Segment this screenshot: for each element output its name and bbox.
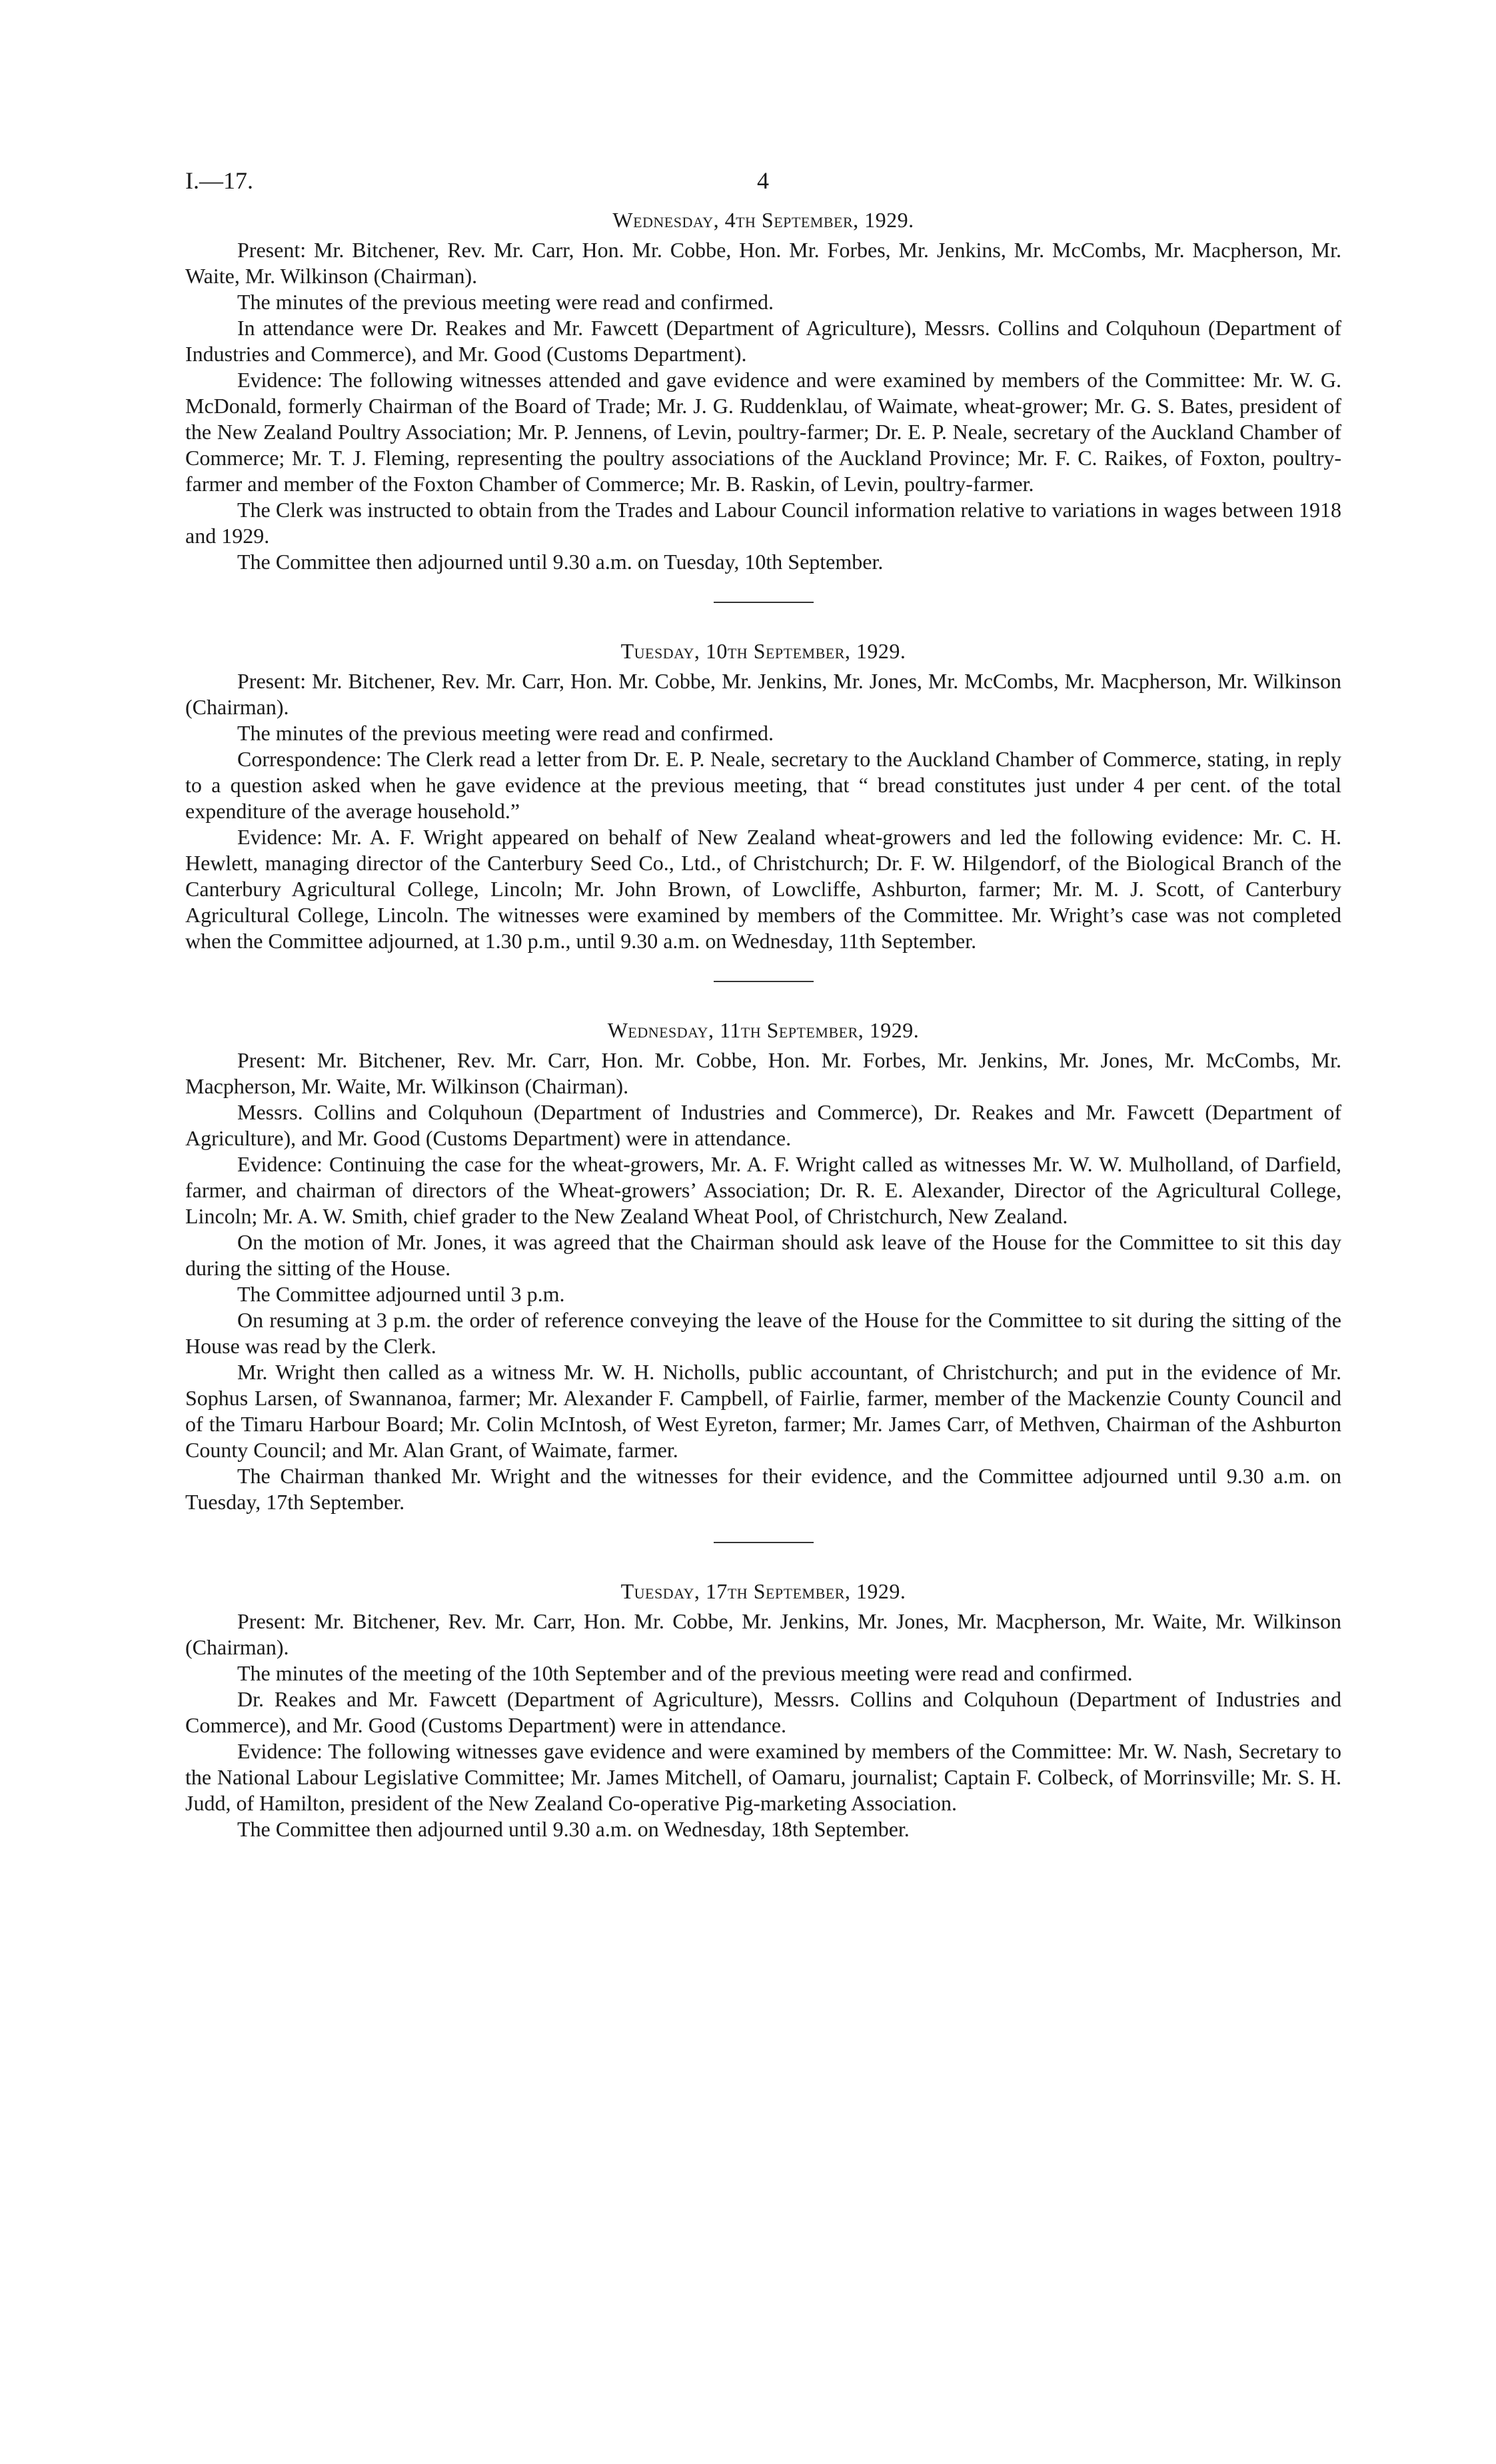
paragraph-evidence: Evidence: The following witnesses gave evidence and were examined by members of the Committee: Mr. W. Nash, Secretary to the National Labour Legislative Committee; Mr. James Mitchell, of Oamaru, journalist; Captain F. Colbeck, of Morrinsville; Mr. S. H. Judd, of Hamilton, president of the New Zealand Co-operative Pig-marketing Association. (185, 1739, 1341, 1815)
document-reference: I.—17. (185, 167, 253, 194)
paragraph-evidence: Evidence: Mr. A. F. Wright appeared on behalf of New Zealand wheat-growers and led the following evidence: Mr. C. H. Hewlett, managing director of the Canterbury Seed Co., Ltd., of Christchurch; Dr. F. W. Hilgendorf, of the Biological Branch of the Canterbury Agricultural College, Lincoln; Mr. John Brown, of Lowcliffe, Ashburton, farmer; Mr. M. J. Scott, of Canterbury Agricultural College, Lincoln. The witnesses were examined by members of the Committee. Mr. Wright’s case was not completed when the Committee adjourned, at 1.30 p.m., until 9.30 a.m. on Wednesday, 11th September. (185, 825, 1341, 953)
paragraph-present: Present: Mr. Bitchener, Rev. Mr. Carr, Hon. Mr. Cobbe, Mr. Jenkins, Mr. Jones, Mr. Macpherson, Mr. Waite, Mr. Wilkinson (Chairman). (185, 1609, 1341, 1659)
section-divider (714, 602, 814, 603)
paragraph-attendance: In attendance were Dr. Reakes and Mr. Fawcett (Department of Agriculture), Messrs. Collins and Colquhoun (Department of Industries and Commerce), and Mr. Good (Customs Department). (185, 316, 1341, 366)
paragraph-present: Present: Mr. Bitchener, Rev. Mr. Carr, Hon. Mr. Cobbe, Mr. Jenkins, Mr. Jones, Mr. McCombs, Mr. Macpherson, Mr. Wilkinson (Chairman). (185, 669, 1341, 719)
paragraph-resuming: On resuming at 3 p.m. the order of reference conveying the leave of the House for the Committee to sit during the sitting of the House was read by the Clerk. (185, 1308, 1341, 1358)
paragraph-thanks: The Chairman thanked Mr. Wright and the witnesses for their evidence, and the Committee adjourned until 9.30 a.m. on Tuesday, 17th September. (185, 1464, 1341, 1514)
paragraph-correspondence: Correspondence: The Clerk read a letter from Dr. E. P. Neale, secretary to the Auckland Chamber of Commerce, stating, in reply to a question asked when he gave evidence at the previous meeting, that “ bread constitutes just under 4 per cent. of the total expenditure of the average household.” (185, 747, 1341, 823)
minutes-section-3 (185, 1017, 1341, 1515)
paragraph-clerk: The Clerk was instructed to obtain from the Trades and Labour Council information relative to variations in wages between 1918 and 1929. (185, 498, 1341, 548)
paragraph-attendance: Messrs. Collins and Colquhoun (Department of Industries and Commerce), Dr. Reakes and Mr. Fawcett (Department of Agriculture), and Mr. Good (Customs Department) were in attendance. (185, 1100, 1341, 1150)
meeting-date: Wednesday, 4th September, 1929. (612, 208, 914, 232)
paragraph-adjourned: The Committee then adjourned until 9.30 a.m. on Wednesday, 18th September. (237, 1817, 910, 1841)
page-number: 4 (757, 167, 769, 194)
paragraph-evidence: Evidence: The following witnesses attended and gave evidence and were examined by members of the Committee: Mr. W. G. McDonald, formerly Chairman of the Board of Trade; Mr. J. G. Ruddenklau, of Waimate, wheat-grower; Mr. G. S. Bates, president of the New Zealand Poultry Association; Mr. P. Jennens, of Levin, poultry-farmer; Dr. E. P. Neale, secretary of the Auckland Chamber of Commerce; Mr. T. J. Fleming, representing the poultry associations of the Auckland Province; Mr. F. C. Raikes, of Foxton, poultry-farmer and member of the Foxton Chamber of Commerce; Mr. B. Raskin, of Levin, poultry-farmer. (185, 368, 1341, 496)
paragraph-minutes: The minutes of the meeting of the 10th September and of the previous meeting were read and confirmed. (237, 1661, 1133, 1685)
meeting-date: Tuesday, 10th September, 1929. (620, 639, 906, 663)
paragraph-minutes: The minutes of the previous meeting were read and confirmed. (237, 721, 774, 745)
minutes-section-1 (185, 207, 1341, 575)
paragraph-adjourned: The Committee adjourned until 3 p.m. (237, 1282, 565, 1306)
paragraph-present: Present: Mr. Bitchener, Rev. Mr. Carr, Hon. Mr. Cobbe, Hon. Mr. Forbes, Mr. Jenkins, Mr. McCombs, Mr. Macpherson, Mr. Waite, Mr. Wilkinson (Chairman). (185, 238, 1341, 288)
paragraph-motion: On the motion of Mr. Jones, it was agreed that the Chairman should ask leave of the House for the Committee to sit this day during the sitting of the House. (185, 1230, 1341, 1280)
paragraph-evidence: Evidence: Continuing the case for the wheat-growers, Mr. A. F. Wright called as witnesses Mr. W. W. Mulholland, of Darfield, farmer, and chairman of directors of the Wheat-growers’ Association; Dr. R. E. Alexander, Director of the Agricultural College, Lincoln; Mr. A. W. Smith, chief grader to the New Zealand Wheat Pool, of Christchurch, New Zealand. (185, 1152, 1341, 1228)
meeting-date: Tuesday, 17th September, 1929. (620, 1579, 906, 1603)
document-page (185, 160, 1341, 1842)
paragraph-attendance: Dr. Reakes and Mr. Fawcett (Department of Agriculture), Messrs. Collins and Colquhoun (Department of Industries and Commerce), and Mr. Good (Customs Department) were in attendance. (185, 1687, 1341, 1737)
minutes-section-2 (185, 638, 1341, 954)
paragraph-adjourned: The Committee then adjourned until 9.30 a.m. on Tuesday, 10th September. (237, 550, 884, 574)
paragraph-minutes: The minutes of the previous meeting were read and confirmed. (237, 290, 774, 314)
section-divider (714, 981, 814, 982)
paragraph-witness: Mr. Wright then called as a witness Mr. W. H. Nicholls, public accountant, of Christchurch; and put in the evidence of Mr. Sophus Larsen, of Swannanoa, farmer; Mr. Alexander F. Campbell, of Fairlie, farmer, member of the Mackenzie County Council and of the Timaru Harbour Board; Mr. Colin McIntosh, of West Eyreton, farmer; Mr. James Carr, of Methven, Chairman of the Ashburton County Council; and Mr. Alan Grant, of Waimate, farmer. (185, 1360, 1341, 1462)
minutes-section-4 (185, 1578, 1341, 1842)
meeting-date: Wednesday, 11th September, 1929. (607, 1018, 920, 1042)
paragraph-present: Present: Mr. Bitchener, Rev. Mr. Carr, Hon. Mr. Cobbe, Hon. Mr. Forbes, Mr. Jenkins, Mr. Jones, Mr. McCombs, Mr. Macpherson, Mr. Waite, Mr. Wilkinson (Chairman). (185, 1048, 1341, 1098)
page-header (185, 160, 1341, 207)
section-divider (714, 1542, 814, 1543)
